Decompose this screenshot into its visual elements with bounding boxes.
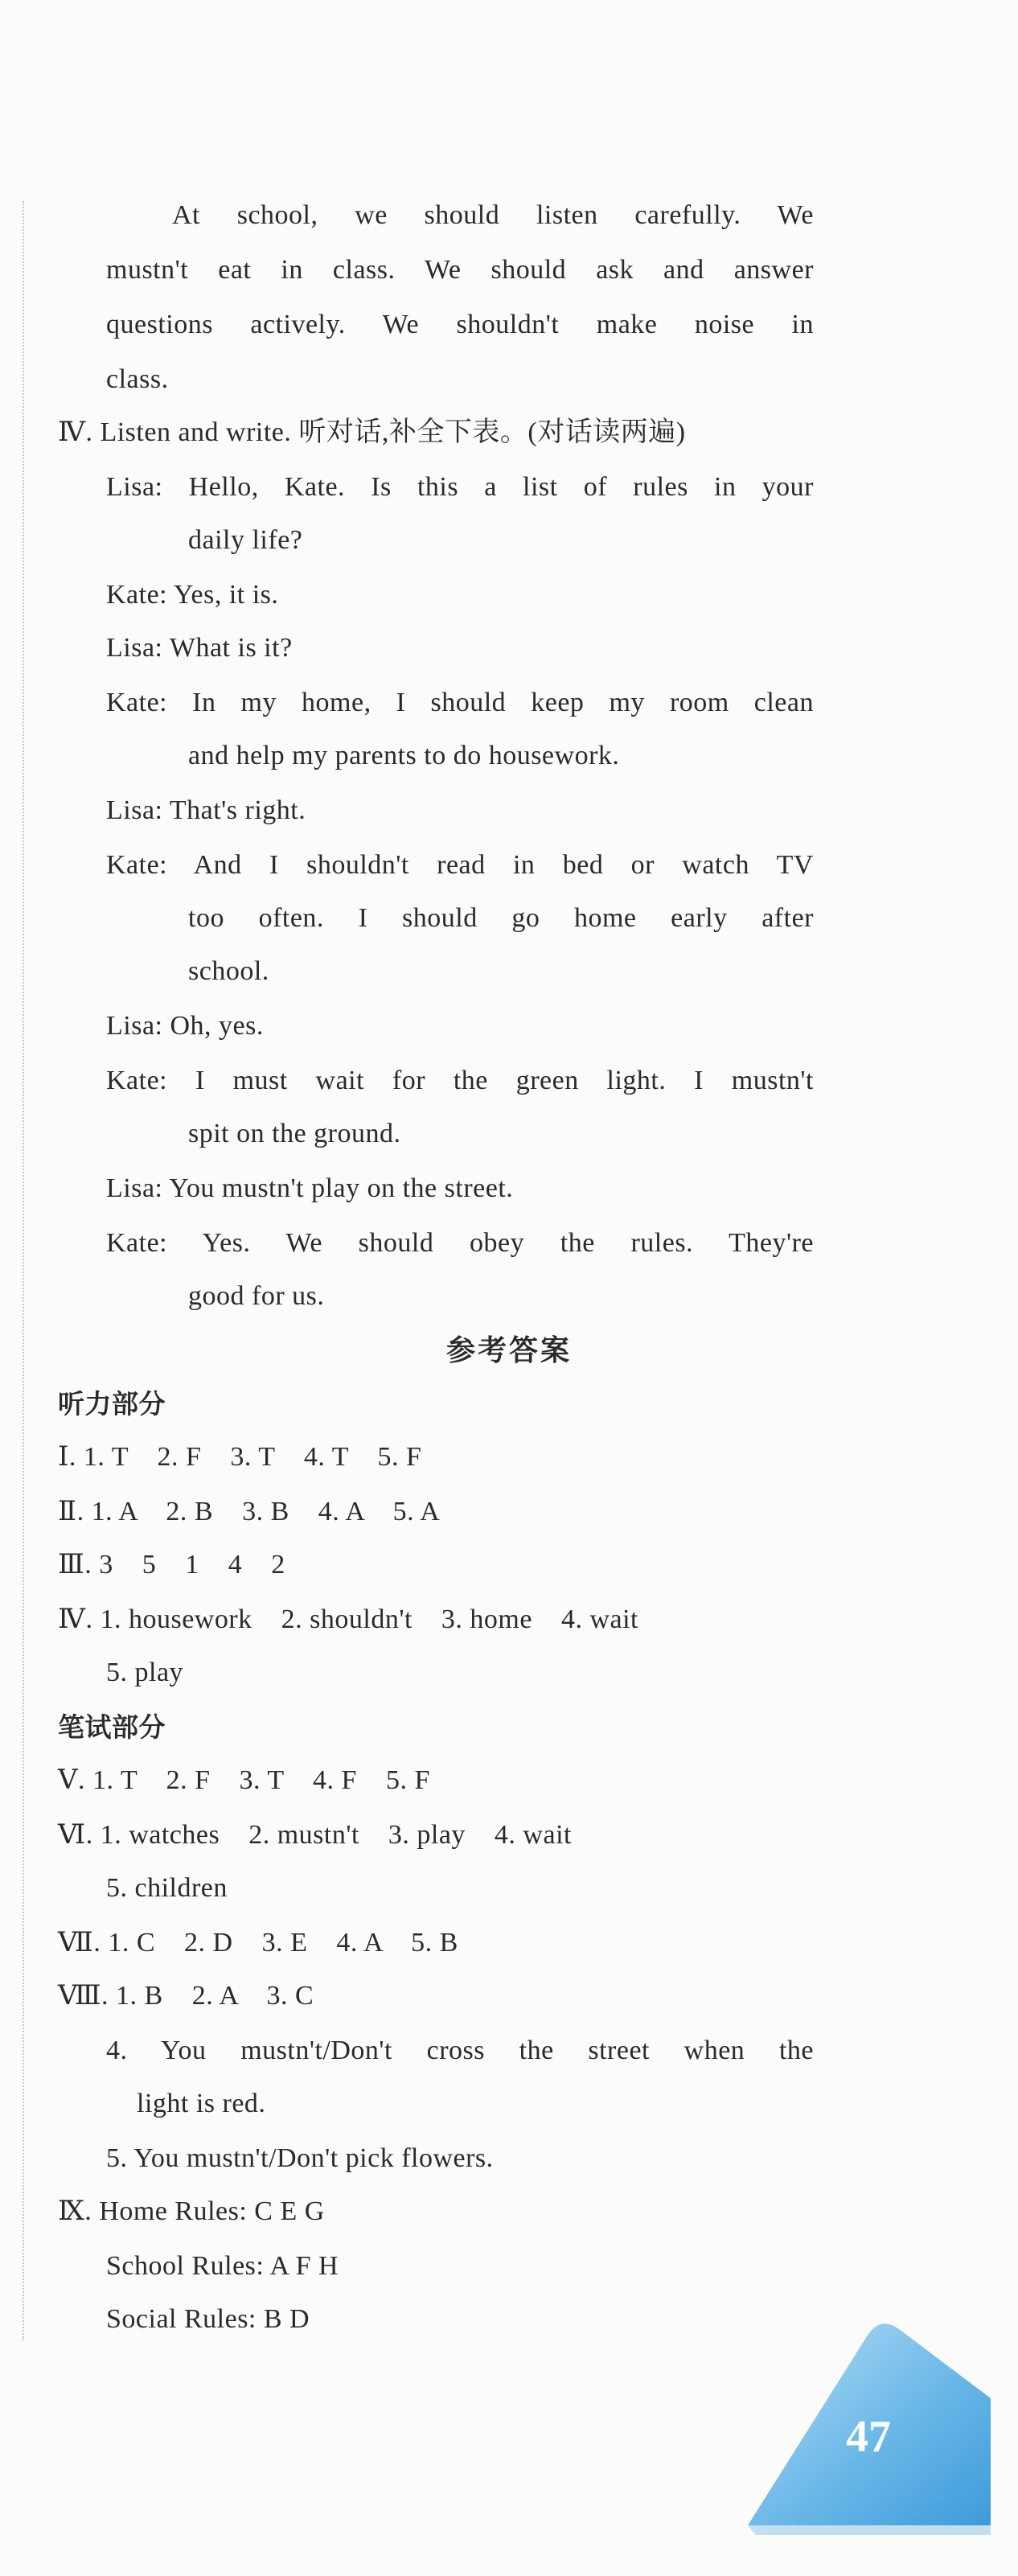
answer-line: Ⅸ. Home Rules: C E G [58,2196,325,2226]
dialogue-line: Lisa: Hello, Kate. Is this a list of rules in your [106,472,814,502]
answers-title: 参考答案 [445,1334,572,1367]
dialogue-line: Kate: I must wait for the green light. I mustn't [106,1066,814,1095]
dialogue-line: Kate: Yes, it is. [106,580,279,610]
dialogue-line: spit on the ground. [188,1119,401,1148]
paragraph-line-3: questions actively. We shouldn't make noise in [106,310,814,339]
answer-line: Ⅵ. 1. watches 2. mustn't 3. play 4. wait [58,1820,572,1850]
paragraph-line-2: mustn't eat in class. We should ask and answer [106,255,814,285]
dialogue-line: good for us. [188,1281,325,1311]
answer-line: Ⅶ. 1. C 2. D 3. E 4. A 5. B [58,1928,458,1958]
dialogue-line: Kate: Yes. We should obey the rules. They're [106,1228,814,1258]
listening-heading: 听力部分 [58,1388,166,1419]
answer-line: Ⅷ. 1. B 2. A 3. C [58,1981,314,2011]
dialogue-line: Lisa: Oh, yes. [106,1011,264,1041]
answer-line: Ⅳ. 1. housework 2. shouldn't 3. home 4. wait [58,1604,638,1634]
writing-heading: 笔试部分 [58,1711,166,1743]
dialogue-line: and help my parents to do housework. [188,741,620,770]
paragraph-line-1: At school, we should listen carefully. We [172,200,814,230]
dialogue-line: school. [188,956,269,986]
paragraph-line-4: class. [106,364,169,394]
dialogue-line: Kate: And I shouldn't read in bed or watch TV [106,850,814,880]
answer-line: light is red. [137,2089,266,2118]
answer-line: 5. play [106,1658,184,1687]
answer-line: 5. children [106,1873,228,1903]
answer-line: 5. You mustn't/Don't pick flowers. [106,2143,494,2173]
answer-line: Ⅰ. 1. T 2. F 3. T 4. T 5. F [58,1442,422,1472]
answer-line: School Rules: A F H [106,2251,339,2281]
answer-line: 4. You mustn't/Don't cross the street when the [106,2036,814,2065]
dialogue-line: Lisa: That's right. [106,795,306,825]
dialogue-line: Lisa: You mustn't play on the street. [106,1173,514,1203]
dialogue-line: too often. I should go home early after [188,903,814,933]
answer-line: Ⅲ. 3 5 1 4 2 [58,1550,285,1580]
dialogue-line: Lisa: What is it? [106,633,293,663]
dialogue-line: Kate: In my home, I should keep my room clean [106,688,814,717]
dialogue-line: daily life? [188,525,303,555]
answer-line: Ⅴ. 1. T 2. F 3. T 4. F 5. F [58,1765,430,1795]
answer-line: Social Rules: B D [106,2304,310,2334]
page-number: 47 [846,2412,891,2462]
section-iv-title: Ⅳ. Listen and write. 听对话,补全下表。(对话读两遍) [58,417,686,447]
answer-line: Ⅱ. 1. A 2. B 3. B 4. A 5. A [58,1497,441,1526]
